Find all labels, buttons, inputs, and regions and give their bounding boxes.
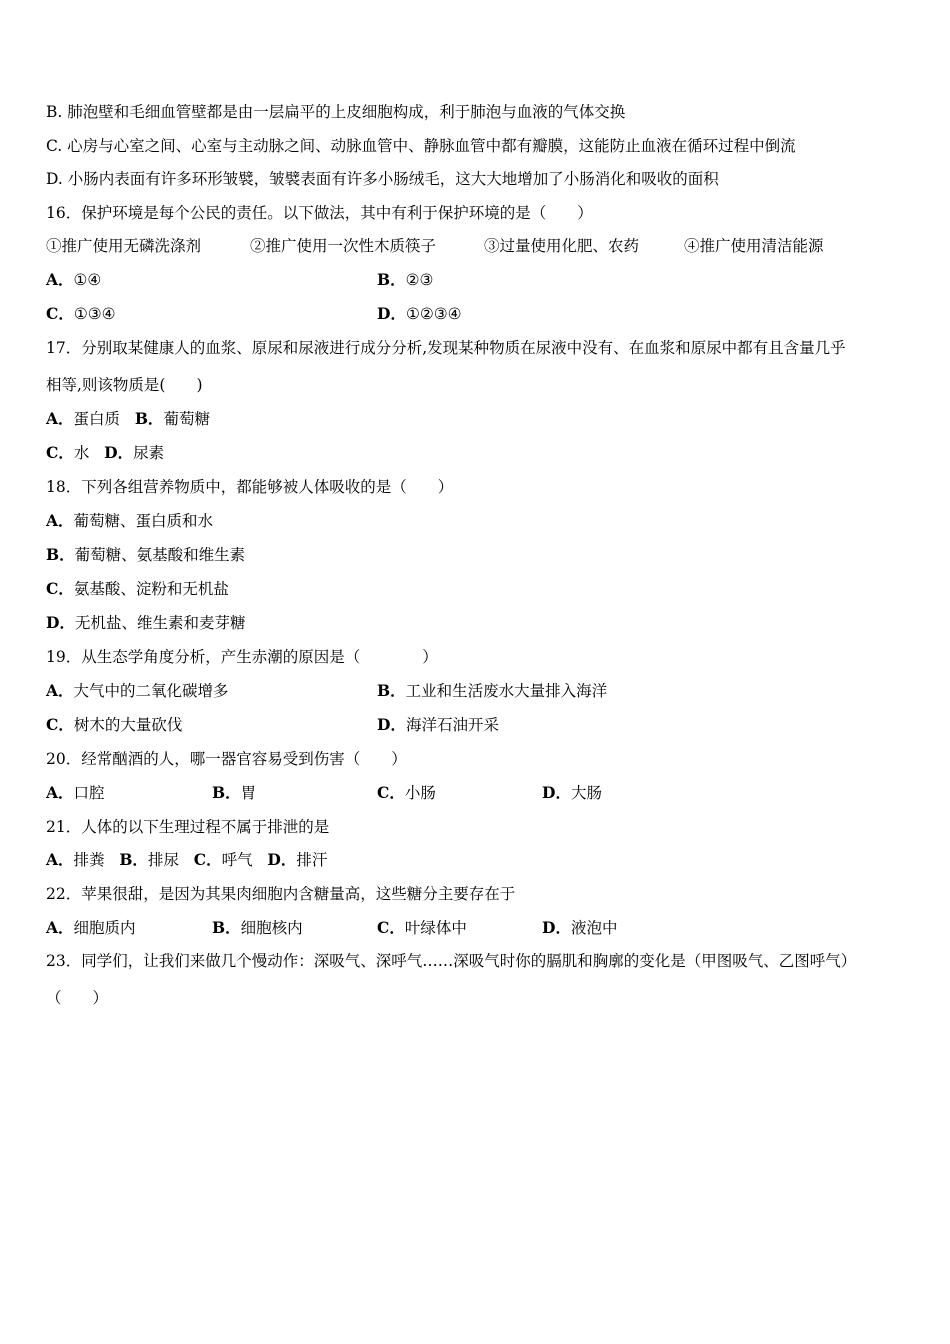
q17-options-cd: C．水 D．尿素 [46,443,165,462]
q16-option-d: D．①②③④ [377,304,462,323]
q16-item-2: ②推广使用一次性木质筷子 [250,237,437,255]
q16-item-4: ④推广使用清洁能源 [684,237,824,255]
q17-stem-line-1: 17．分别取某健康人的血浆、原尿和尿液进行成分分析,发现某种物质在尿液中没有、在血浆和原尿中都有且含量几乎 [46,339,846,357]
q18-option-b: B．葡萄糖、氨基酸和维生素 [46,545,246,564]
q20-option-c: C．小肠 [377,783,436,802]
q16-item-1: ①推广使用无磷洗涤剂 [46,237,202,255]
q22-option-c: C．叶绿体中 [377,918,467,937]
q15-option-c: C. 心房与心室之间、心室与主动脉之间、动脉血管中、静脉血管中都有瓣膜，这能防止血液在循环过程中倒流 [46,137,796,155]
q16-item-3: ③过量使用化肥、农药 [484,237,640,255]
q19-option-a: A．大气中的二氧化碳增多 [46,681,229,700]
q21-stem: 21．人体的以下生理过程不属于排泄的是 [46,818,330,836]
q22-option-b: B．细胞核内 [212,918,303,937]
q16-stem: 16．保护环境是每个公民的责任。以下做法，其中有利于保护环境的是（ ） [46,204,593,222]
q18-option-d: D．无机盐、维生素和麦芽糖 [46,613,246,632]
q20-option-d: D．大肠 [542,783,602,802]
q20-option-b: B．胃 [212,783,257,802]
q16-option-a: A．①④ [46,270,102,289]
q19-option-d: D．海洋石油开采 [377,715,499,734]
q15-option-b: B. 肺泡壁和毛细血管壁都是由一层扁平的上皮细胞构成，利于肺泡与血液的气体交换 [46,103,626,121]
q20-option-a: A．口腔 [46,783,105,802]
q18-stem: 18．下列各组营养物质中，都能够被人体吸收的是（ ） [46,478,454,496]
q15-option-d: D. 小肠内表面有许多环形皱襞，皱襞表面有许多小肠绒毛，这大大地增加了小肠消化和吸收的面积 [46,170,719,188]
q19-stem: 19．从生态学角度分析，产生赤潮的原因是（ ） [46,648,438,666]
q21-options: A．排粪 B．排尿 C．呼气 D．排汗 [46,850,328,869]
q18-option-c: C．氨基酸、淀粉和无机盐 [46,579,229,598]
q22-option-a: A．细胞质内 [46,918,136,937]
q23-stem-line-1: 23．同学们，让我们来做几个慢动作：深吸气、深呼气……深吸气时你的膈肌和胸廓的变化是（甲图吸气、乙图呼气） [46,952,857,970]
q22-stem: 22．苹果很甜，是因为其果肉细胞内含糖量高，这些糖分主要存在于 [46,885,516,903]
q17-options-ab: A．蛋白质 B．葡萄糖 [46,409,210,428]
q23-stem-line-2: （ ） [46,989,109,1007]
q18-option-a: A．葡萄糖、蛋白质和水 [46,511,214,530]
q16-option-b: B．②③ [377,270,434,289]
q19-option-c: C．树木的大量砍伐 [46,715,183,734]
q22-option-d: D．液泡中 [542,918,618,937]
q19-option-b: B．工业和生活废水大量排入海洋 [377,681,608,700]
q20-stem: 20．经常酗酒的人，哪一器官容易受到伤害（ ） [46,750,407,768]
q16-option-c: C．①③④ [46,304,116,323]
q17-stem-line-2: 相等,则该物质是( ) [46,376,203,394]
